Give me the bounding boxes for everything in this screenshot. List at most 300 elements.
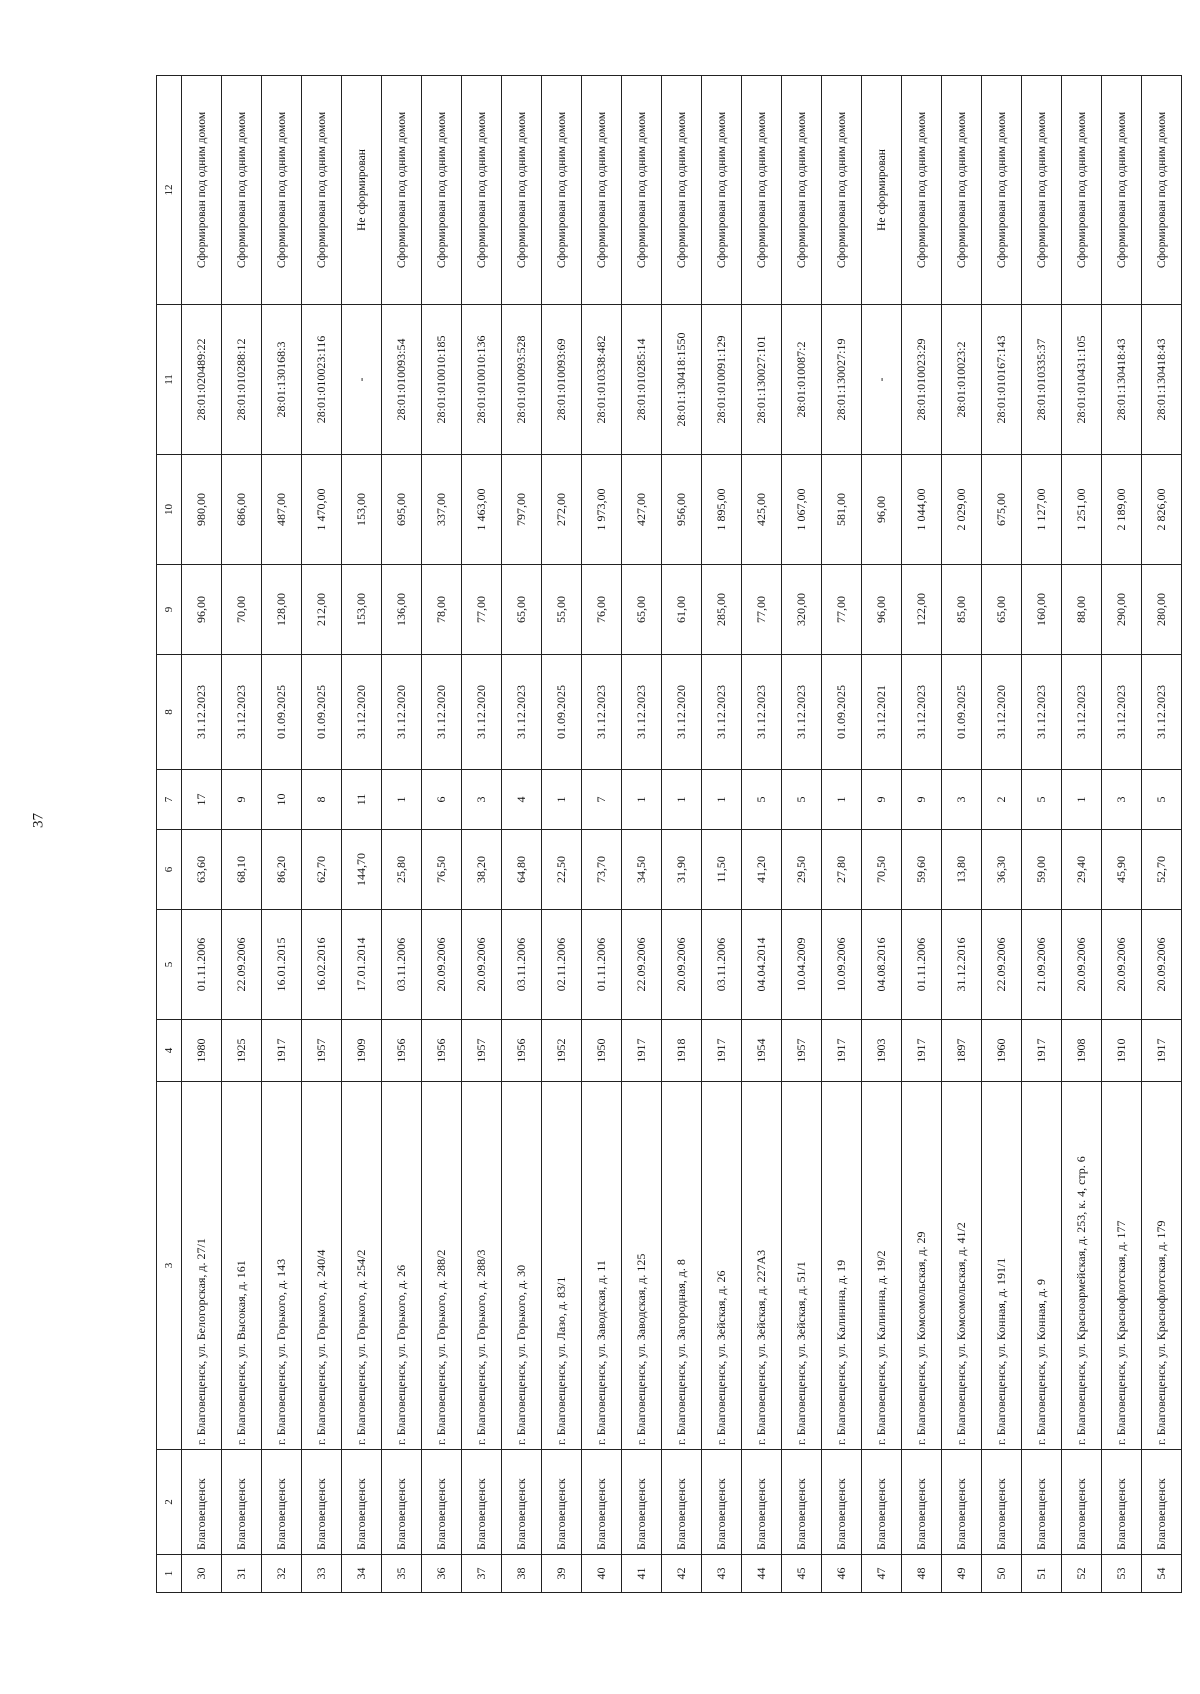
table-row xyxy=(382,76,422,1593)
row-number-cell: 39 xyxy=(542,1555,582,1593)
area-cell: 73,70 xyxy=(582,830,622,910)
year-built-cell: 1917 xyxy=(622,1020,662,1082)
plot-area-cell: 1 251,00 xyxy=(1062,455,1102,565)
municipality-cell: Благовещенск xyxy=(542,1450,582,1555)
row-number-cell: 35 xyxy=(382,1555,422,1593)
area-cell: 29,40 xyxy=(1062,830,1102,910)
area-cell: 41,20 xyxy=(742,830,782,910)
header-cell: 8 xyxy=(157,655,182,770)
year-built-cell: 1903 xyxy=(862,1020,902,1082)
cadastral-number-cell: 28:01:010093:528 xyxy=(502,305,542,455)
year-built-cell: 1909 xyxy=(342,1020,382,1082)
row-number-cell: 54 xyxy=(1142,1555,1182,1593)
land-area-cell: 88,00 xyxy=(1062,565,1102,655)
table-row xyxy=(1142,76,1182,1593)
land-area-cell: 77,00 xyxy=(742,565,782,655)
resettlement-date-cell: 31.12.2020 xyxy=(662,655,702,770)
table-row xyxy=(822,76,862,1593)
resettlement-date-cell: 31.12.2023 xyxy=(1142,655,1182,770)
plot-status-cell: Сформирован под одним домом xyxy=(1102,76,1142,305)
municipality-cell: Благовещенск xyxy=(502,1450,542,1555)
table-row xyxy=(262,76,302,1593)
municipality-cell: Благовещенск xyxy=(982,1450,1022,1555)
land-area-cell: 280,00 xyxy=(1142,565,1182,655)
cadastral-number-cell: 28:01:010023:116 xyxy=(302,305,342,455)
municipality-cell: Благовещенск xyxy=(782,1450,822,1555)
plot-area-cell: 2 826,00 xyxy=(1142,455,1182,565)
header-cell: 6 xyxy=(157,830,182,910)
plot-area-cell: 1 895,00 xyxy=(702,455,742,565)
resettlement-date-cell: 31.12.2023 xyxy=(702,655,742,770)
municipality-cell: Благовещенск xyxy=(1022,1450,1062,1555)
land-area-cell: 78,00 xyxy=(422,565,462,655)
recognition-date-cell: 16.02.2016 xyxy=(302,910,342,1020)
land-area-cell: 320,00 xyxy=(782,565,822,655)
recognition-date-cell: 20.09.2006 xyxy=(662,910,702,1020)
year-built-cell: 1957 xyxy=(782,1020,822,1082)
plot-area-cell: 695,00 xyxy=(382,455,422,565)
address-cell: г. Благовещенск, ул. Калинина, д. 19/2 xyxy=(862,1082,902,1450)
resettlement-date-cell: 31.12.2023 xyxy=(222,655,262,770)
land-area-cell: 96,00 xyxy=(182,565,222,655)
plot-status-cell: Сформирован под одним домом xyxy=(622,76,662,305)
header-cell: 3 xyxy=(157,1082,182,1450)
plot-status-cell: Сформирован под одним домом xyxy=(662,76,702,305)
year-built-cell: 1917 xyxy=(262,1020,302,1082)
cadastral-number-cell: 28:01:010087:2 xyxy=(782,305,822,455)
header-cell: 7 xyxy=(157,770,182,830)
row-number-cell: 44 xyxy=(742,1555,782,1593)
resettlement-date-cell: 31.12.2023 xyxy=(502,655,542,770)
table-row xyxy=(222,76,262,1593)
row-number-cell: 34 xyxy=(342,1555,382,1593)
residents-cell: 1 xyxy=(822,770,862,830)
resettlement-date-cell: 31.12.2023 xyxy=(902,655,942,770)
cadastral-number-cell: 28:01:010167:143 xyxy=(982,305,1022,455)
plot-area-cell: 1 973,00 xyxy=(582,455,622,565)
recognition-date-cell: 10.04.2009 xyxy=(782,910,822,1020)
residents-cell: 1 xyxy=(1062,770,1102,830)
residents-cell: 5 xyxy=(782,770,822,830)
residents-cell: 8 xyxy=(302,770,342,830)
area-cell: 38,20 xyxy=(462,830,502,910)
cadastral-number-cell: 28:01:010285:14 xyxy=(622,305,662,455)
resettlement-date-cell: 31.12.2023 xyxy=(782,655,822,770)
address-cell: г. Благовещенск, ул. Горького, д. 26 xyxy=(382,1082,422,1450)
table-row xyxy=(662,76,702,1593)
area-cell: 59,00 xyxy=(1022,830,1062,910)
plot-area-cell: 797,00 xyxy=(502,455,542,565)
address-cell: г. Благовещенск, ул. Красноармейская, д. 253, к. 4, стр. 6 xyxy=(1062,1082,1102,1450)
area-cell: 70,50 xyxy=(862,830,902,910)
resettlement-date-cell: 31.12.2020 xyxy=(462,655,502,770)
plot-area-cell: 1 470,00 xyxy=(302,455,342,565)
row-number-cell: 33 xyxy=(302,1555,342,1593)
municipality-cell: Благовещенск xyxy=(182,1450,222,1555)
residents-cell: 17 xyxy=(182,770,222,830)
recognition-date-cell: 03.11.2006 xyxy=(502,910,542,1020)
plot-status-cell: Сформирован под одним домом xyxy=(1142,76,1182,305)
area-cell: 144,70 xyxy=(342,830,382,910)
header-cell: 4 xyxy=(157,1020,182,1082)
address-cell: г. Благовещенск, ул. Заводская, д. 11 xyxy=(582,1082,622,1450)
resettlement-date-cell: 31.12.2023 xyxy=(1102,655,1142,770)
cadastral-number-cell: 28:01:130168:3 xyxy=(262,305,302,455)
cadastral-number-cell: 28:01:010093:69 xyxy=(542,305,582,455)
resettlement-date-cell: 01.09.2025 xyxy=(542,655,582,770)
residents-cell: 5 xyxy=(1142,770,1182,830)
recognition-date-cell: 03.11.2006 xyxy=(382,910,422,1020)
cadastral-number-cell: 28:01:130027:19 xyxy=(822,305,862,455)
land-area-cell: 290,00 xyxy=(1102,565,1142,655)
table-row xyxy=(862,76,902,1593)
rotated-table-frame xyxy=(156,76,1168,1593)
table-row xyxy=(742,76,782,1593)
table-container xyxy=(156,76,1168,1593)
recognition-date-cell: 20.09.2006 xyxy=(1102,910,1142,1020)
cadastral-number-cell: 28:01:130418:43 xyxy=(1102,305,1142,455)
table-row xyxy=(982,76,1022,1593)
year-built-cell: 1956 xyxy=(502,1020,542,1082)
year-built-cell: 1954 xyxy=(742,1020,782,1082)
row-number-cell: 43 xyxy=(702,1555,742,1593)
row-number-cell: 38 xyxy=(502,1555,542,1593)
address-cell: г. Благовещенск, ул. Комсомольская, д. 29 xyxy=(902,1082,942,1450)
plot-area-cell: 425,00 xyxy=(742,455,782,565)
row-number-cell: 45 xyxy=(782,1555,822,1593)
row-number-cell: 48 xyxy=(902,1555,942,1593)
residents-cell: 10 xyxy=(262,770,302,830)
resettlement-date-cell: 01.09.2025 xyxy=(262,655,302,770)
address-cell: г. Благовещенск, ул. Горького, д. 143 xyxy=(262,1082,302,1450)
cadastral-number-cell: - xyxy=(862,305,902,455)
area-cell: 86,20 xyxy=(262,830,302,910)
year-built-cell: 1917 xyxy=(702,1020,742,1082)
address-cell: г. Благовещенск, ул. Горького, д. 288/2 xyxy=(422,1082,462,1450)
table-row xyxy=(622,76,662,1593)
recognition-date-cell: 17.01.2014 xyxy=(342,910,382,1020)
resettlement-date-cell: 31.12.2023 xyxy=(582,655,622,770)
plot-area-cell: 1 067,00 xyxy=(782,455,822,565)
cadastral-number-cell: 28:01:010338:482 xyxy=(582,305,622,455)
residents-cell: 3 xyxy=(462,770,502,830)
row-number-cell: 49 xyxy=(942,1555,982,1593)
table-row xyxy=(902,76,942,1593)
area-cell: 76,50 xyxy=(422,830,462,910)
year-built-cell: 1917 xyxy=(1142,1020,1182,1082)
recognition-date-cell: 22.09.2006 xyxy=(622,910,662,1020)
year-built-cell: 1957 xyxy=(462,1020,502,1082)
resettlement-date-cell: 31.12.2021 xyxy=(862,655,902,770)
municipality-cell: Благовещенск xyxy=(262,1450,302,1555)
address-cell: г. Благовещенск, ул. Зейская, д. 51/1 xyxy=(782,1082,822,1450)
land-area-cell: 65,00 xyxy=(502,565,542,655)
cadastral-number-cell: 28:01:010431:105 xyxy=(1062,305,1102,455)
plot-status-cell: Сформирован под одним домом xyxy=(942,76,982,305)
page-number: 37 xyxy=(30,813,47,828)
residents-cell: 3 xyxy=(942,770,982,830)
address-cell: г. Благовещенск, ул. Зейская, д. 26 xyxy=(702,1082,742,1450)
row-number-cell: 50 xyxy=(982,1555,1022,1593)
municipality-cell: Благовещенск xyxy=(902,1450,942,1555)
recognition-date-cell: 31.12.2016 xyxy=(942,910,982,1020)
address-cell: г. Благовещенск, ул. Белогорская, д. 27/1 xyxy=(182,1082,222,1450)
recognition-date-cell: 20.09.2006 xyxy=(462,910,502,1020)
plot-status-cell: Сформирован под одним домом xyxy=(502,76,542,305)
plot-status-cell: Не сформирован xyxy=(342,76,382,305)
cadastral-number-cell: 28:01:130418:1550 xyxy=(662,305,702,455)
recognition-date-cell: 04.08.2016 xyxy=(862,910,902,1020)
area-cell: 62,70 xyxy=(302,830,342,910)
residents-cell: 11 xyxy=(342,770,382,830)
plot-status-cell: Сформирован под одним домом xyxy=(1062,76,1102,305)
land-area-cell: 153,00 xyxy=(342,565,382,655)
address-cell: г. Благовещенск, ул. Горького, д. 30 xyxy=(502,1082,542,1450)
table-row xyxy=(1062,76,1102,1593)
resettlement-date-cell: 01.09.2025 xyxy=(302,655,342,770)
residents-cell: 2 xyxy=(982,770,1022,830)
resettlement-date-cell: 01.09.2025 xyxy=(822,655,862,770)
plot-area-cell: 2 029,00 xyxy=(942,455,982,565)
recognition-date-cell: 20.09.2006 xyxy=(1142,910,1182,1020)
plot-status-cell: Сформирован под одним домом xyxy=(382,76,422,305)
address-cell: г. Благовещенск, ул. Конная, д. 191/1 xyxy=(982,1082,1022,1450)
row-number-cell: 53 xyxy=(1102,1555,1142,1593)
year-built-cell: 1918 xyxy=(662,1020,702,1082)
recognition-date-cell: 21.09.2006 xyxy=(1022,910,1062,1020)
municipality-cell: Благовещенск xyxy=(462,1450,502,1555)
residents-cell: 1 xyxy=(662,770,702,830)
row-number-cell: 31 xyxy=(222,1555,262,1593)
recognition-date-cell: 20.09.2006 xyxy=(422,910,462,1020)
address-cell: г. Благовещенск, ул. Загородная, д. 8 xyxy=(662,1082,702,1450)
resettlement-date-cell: 31.12.2023 xyxy=(622,655,662,770)
cadastral-number-cell: 28:01:010023:2 xyxy=(942,305,982,455)
cadastral-number-cell: 28:01:010335:37 xyxy=(1022,305,1062,455)
year-built-cell: 1910 xyxy=(1102,1020,1142,1082)
residents-cell: 5 xyxy=(742,770,782,830)
table-row xyxy=(302,76,342,1593)
address-cell: г. Благовещенск, ул. Краснофлотская, д. 177 xyxy=(1102,1082,1142,1450)
area-cell: 59,60 xyxy=(902,830,942,910)
municipality-cell: Благовещенск xyxy=(1142,1450,1182,1555)
cadastral-number-cell: - xyxy=(342,305,382,455)
header-cell: 5 xyxy=(157,910,182,1020)
year-built-cell: 1952 xyxy=(542,1020,582,1082)
plot-status-cell: Сформирован под одним домом xyxy=(822,76,862,305)
municipality-cell: Благовещенск xyxy=(1102,1450,1142,1555)
municipality-cell: Благовещенск xyxy=(582,1450,622,1555)
row-number-cell: 40 xyxy=(582,1555,622,1593)
year-built-cell: 1917 xyxy=(902,1020,942,1082)
land-area-cell: 65,00 xyxy=(982,565,1022,655)
plot-status-cell: Сформирован под одним домом xyxy=(222,76,262,305)
plot-status-cell: Сформирован под одним домом xyxy=(582,76,622,305)
column-number-row xyxy=(157,76,182,1593)
year-built-cell: 1957 xyxy=(302,1020,342,1082)
recognition-date-cell: 20.09.2006 xyxy=(1062,910,1102,1020)
table-body xyxy=(182,76,1182,1593)
recognition-date-cell: 16.01.2015 xyxy=(262,910,302,1020)
plot-status-cell: Не сформирован xyxy=(862,76,902,305)
residents-cell: 6 xyxy=(422,770,462,830)
municipality-cell: Благовещенск xyxy=(422,1450,462,1555)
table-row xyxy=(462,76,502,1593)
plot-area-cell: 153,00 xyxy=(342,455,382,565)
row-number-cell: 41 xyxy=(622,1555,662,1593)
row-number-cell: 51 xyxy=(1022,1555,1062,1593)
plot-area-cell: 956,00 xyxy=(662,455,702,565)
year-built-cell: 1980 xyxy=(182,1020,222,1082)
address-cell: г. Благовещенск, ул. Лазо, д. 83/1 xyxy=(542,1082,582,1450)
address-cell: г. Благовещенск, ул. Горького, д. 254/2 xyxy=(342,1082,382,1450)
table-row xyxy=(422,76,462,1593)
resettlement-date-cell: 31.12.2023 xyxy=(182,655,222,770)
recognition-date-cell: 01.11.2006 xyxy=(582,910,622,1020)
table-row xyxy=(182,76,222,1593)
area-cell: 29,50 xyxy=(782,830,822,910)
row-number-cell: 37 xyxy=(462,1555,502,1593)
cadastral-number-cell: 28:01:130418:43 xyxy=(1142,305,1182,455)
land-area-cell: 77,00 xyxy=(462,565,502,655)
recognition-date-cell: 22.09.2006 xyxy=(982,910,1022,1020)
municipality-cell: Благовещенск xyxy=(862,1450,902,1555)
resettlement-date-cell: 31.12.2023 xyxy=(1062,655,1102,770)
area-cell: 31,90 xyxy=(662,830,702,910)
table-row xyxy=(582,76,622,1593)
header-cell: 12 xyxy=(157,76,182,305)
municipality-cell: Благовещенск xyxy=(702,1450,742,1555)
address-cell: г. Благовещенск, ул. Калинина, д. 19 xyxy=(822,1082,862,1450)
plot-status-cell: Сформирован под одним домом xyxy=(262,76,302,305)
residents-cell: 9 xyxy=(902,770,942,830)
area-cell: 13,80 xyxy=(942,830,982,910)
residents-cell: 3 xyxy=(1102,770,1142,830)
land-area-cell: 122,00 xyxy=(902,565,942,655)
table-row xyxy=(542,76,582,1593)
year-built-cell: 1897 xyxy=(942,1020,982,1082)
resettlement-date-cell: 31.12.2020 xyxy=(382,655,422,770)
municipality-cell: Благовещенск xyxy=(742,1450,782,1555)
plot-status-cell: Сформирован под одним домом xyxy=(702,76,742,305)
resettlement-date-cell: 31.12.2020 xyxy=(342,655,382,770)
year-built-cell: 1956 xyxy=(382,1020,422,1082)
year-built-cell: 1925 xyxy=(222,1020,262,1082)
table-row xyxy=(942,76,982,1593)
year-built-cell: 1950 xyxy=(582,1020,622,1082)
plot-area-cell: 980,00 xyxy=(182,455,222,565)
row-number-cell: 36 xyxy=(422,1555,462,1593)
header-cell: 1 xyxy=(157,1555,182,1593)
land-area-cell: 76,00 xyxy=(582,565,622,655)
area-cell: 45,90 xyxy=(1102,830,1142,910)
resettlement-date-cell: 01.09.2025 xyxy=(942,655,982,770)
plot-status-cell: Сформирован под одним домом xyxy=(1022,76,1062,305)
area-cell: 68,10 xyxy=(222,830,262,910)
cadastral-number-cell: 28:01:010091:129 xyxy=(702,305,742,455)
row-number-cell: 52 xyxy=(1062,1555,1102,1593)
cadastral-number-cell: 28:01:010093:54 xyxy=(382,305,422,455)
address-cell: г. Благовещенск, ул. Заводская, д. 125 xyxy=(622,1082,662,1450)
residents-cell: 1 xyxy=(702,770,742,830)
municipality-cell: Благовещенск xyxy=(822,1450,862,1555)
recognition-date-cell: 22.09.2006 xyxy=(222,910,262,1020)
land-area-cell: 136,00 xyxy=(382,565,422,655)
municipality-cell: Благовещенск xyxy=(342,1450,382,1555)
plot-area-cell: 272,00 xyxy=(542,455,582,565)
row-number-cell: 42 xyxy=(662,1555,702,1593)
recognition-date-cell: 01.11.2006 xyxy=(902,910,942,1020)
address-cell: г. Благовещенск, ул. Конная, д. 9 xyxy=(1022,1082,1062,1450)
residents-cell: 4 xyxy=(502,770,542,830)
header-cell: 2 xyxy=(157,1450,182,1555)
plot-status-cell: Сформирован под одним домом xyxy=(542,76,582,305)
row-number-cell: 47 xyxy=(862,1555,902,1593)
cadastral-number-cell: 28:01:130027:101 xyxy=(742,305,782,455)
land-area-cell: 77,00 xyxy=(822,565,862,655)
land-area-cell: 55,00 xyxy=(542,565,582,655)
residents-cell: 5 xyxy=(1022,770,1062,830)
recognition-date-cell: 03.11.2006 xyxy=(702,910,742,1020)
land-area-cell: 61,00 xyxy=(662,565,702,655)
residents-cell: 7 xyxy=(582,770,622,830)
plot-area-cell: 686,00 xyxy=(222,455,262,565)
municipality-cell: Благовещенск xyxy=(1062,1450,1102,1555)
plot-area-cell: 675,00 xyxy=(982,455,1022,565)
land-area-cell: 65,00 xyxy=(622,565,662,655)
table-row xyxy=(1022,76,1062,1593)
address-cell: г. Благовещенск, ул. Горького, д. 240/4 xyxy=(302,1082,342,1450)
resettlement-date-cell: 31.12.2023 xyxy=(1022,655,1062,770)
plot-area-cell: 1 463,00 xyxy=(462,455,502,565)
plot-area-cell: 427,00 xyxy=(622,455,662,565)
row-number-cell: 32 xyxy=(262,1555,302,1593)
housing-registry-table xyxy=(156,75,1182,1593)
land-area-cell: 128,00 xyxy=(262,565,302,655)
residents-cell: 1 xyxy=(382,770,422,830)
resettlement-date-cell: 31.12.2020 xyxy=(422,655,462,770)
cadastral-number-cell: 28:01:010010:136 xyxy=(462,305,502,455)
area-cell: 34,50 xyxy=(622,830,662,910)
area-cell: 22,50 xyxy=(542,830,582,910)
row-number-cell: 30 xyxy=(182,1555,222,1593)
plot-status-cell: Сформирован под одним домом xyxy=(742,76,782,305)
cadastral-number-cell: 28:01:010023:29 xyxy=(902,305,942,455)
address-cell: г. Благовещенск, ул. Зейская, д. 227А3 xyxy=(742,1082,782,1450)
year-built-cell: 1917 xyxy=(1022,1020,1062,1082)
recognition-date-cell: 04.04.2014 xyxy=(742,910,782,1020)
year-built-cell: 1960 xyxy=(982,1020,1022,1082)
table-row xyxy=(702,76,742,1593)
cadastral-number-cell: 28:01:010010:185 xyxy=(422,305,462,455)
area-cell: 64,80 xyxy=(502,830,542,910)
area-cell: 36,30 xyxy=(982,830,1022,910)
header-cell: 9 xyxy=(157,565,182,655)
address-cell: г. Благовещенск, ул. Комсомольская, д. 41/2 xyxy=(942,1082,982,1450)
municipality-cell: Благовещенск xyxy=(302,1450,342,1555)
address-cell: г. Благовещенск, ул. Высокая, д. 161 xyxy=(222,1082,262,1450)
residents-cell: 9 xyxy=(862,770,902,830)
municipality-cell: Благовещенск xyxy=(382,1450,422,1555)
residents-cell: 9 xyxy=(222,770,262,830)
municipality-cell: Благовещенск xyxy=(222,1450,262,1555)
plot-area-cell: 1 127,00 xyxy=(1022,455,1062,565)
land-area-cell: 212,00 xyxy=(302,565,342,655)
municipality-cell: Благовещенск xyxy=(622,1450,662,1555)
header-cell: 10 xyxy=(157,455,182,565)
plot-area-cell: 487,00 xyxy=(262,455,302,565)
cadastral-number-cell: 28:01:020489:22 xyxy=(182,305,222,455)
